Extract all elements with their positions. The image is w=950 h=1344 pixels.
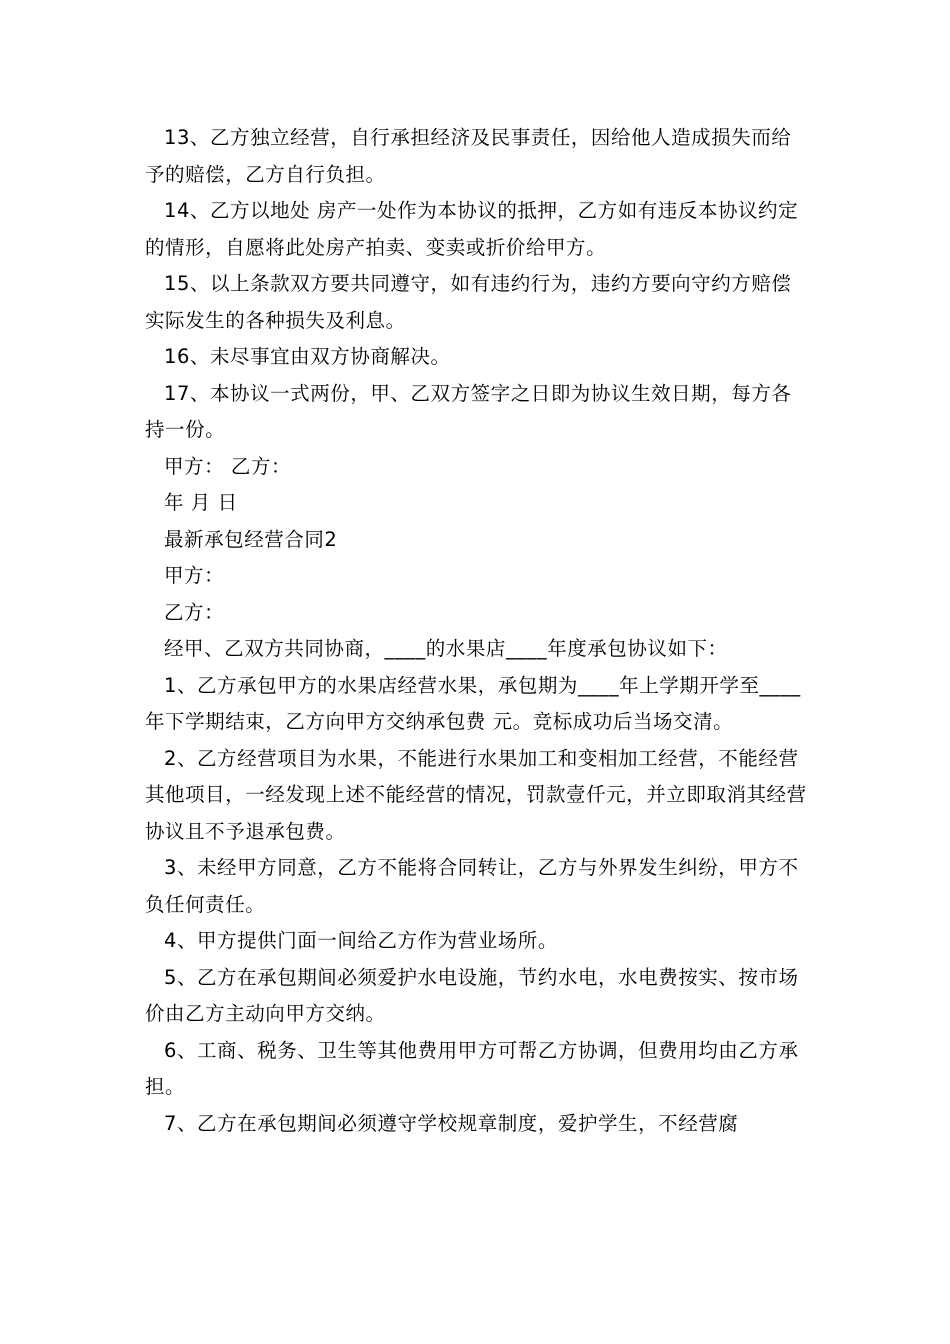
clause-5: 5、乙方在承包期间必须爱护水电设施，节约水电，水电费按实、按市场价由乙方主动向甲方交纳。 xyxy=(145,965,799,1025)
clause-16: 16、未尽事宜由双方协商解决。 xyxy=(164,345,451,368)
signature-line: 甲方： 乙方： xyxy=(164,454,292,478)
contract-title: 最新承包经营合同2 xyxy=(164,527,338,551)
clause-3: 3、未经甲方同意，乙方不能将合同转让，乙方与外界发生纠纷，甲方不负任何责任。 xyxy=(145,856,799,916)
clause-7: 7、乙方在承包期间必须遵守学校规章制度，爱护学生，不经营腐 xyxy=(164,1111,739,1135)
clause-2: 2、乙方经营项目为水果，不能进行水果加工和变相加工经营，不能经营其他项目，一经发现上述不能经营的情况，罚款壹仟元，并立即取消其经营协议且不予退承包费。 xyxy=(145,746,807,843)
clause-4: 4、甲方提供门面一间给乙方作为营业场所。 xyxy=(164,929,558,952)
party-b-line: 乙方： xyxy=(164,600,225,624)
document-body xyxy=(145,120,807,1142)
date-line: 年 月 日 xyxy=(164,491,238,514)
clause-13: 13、乙方独立经营，自行承担经济及民事责任，因给他人造成损失而给予的赔偿，乙方自行负担。 xyxy=(145,126,792,186)
intro-paragraph: 经甲、乙双方共同协商，____的水果店____年度承包协议如下： xyxy=(164,637,728,660)
party-a-line: 甲方： xyxy=(164,564,225,587)
clause-6: 6、工商、税务、卫生等其他费用甲方可帮乙方协调，但费用均由乙方承担。 xyxy=(145,1038,799,1098)
clause-17: 17、本协议一式两份，甲、乙双方签字之日即为协议生效日期，每方各持一份。 xyxy=(145,381,792,441)
clause-14: 14、乙方以地处 房产一处作为本协议的抵押，乙方如有违反本协议约定的情形，自愿将此处房产拍卖、变卖或折价给甲方。 xyxy=(145,199,799,259)
clause-1: 1、乙方承包甲方的水果店经营水果，承包期为____年上学期开学至____年下学期结束，乙方向甲方交纳承包费 元。竞标成功后当场交清。 xyxy=(145,673,801,733)
clause-15: 15、以上条款双方要共同遵守，如有违约行为，违约方要向守约方赔偿实际发生的各种损失及利息。 xyxy=(145,272,792,332)
